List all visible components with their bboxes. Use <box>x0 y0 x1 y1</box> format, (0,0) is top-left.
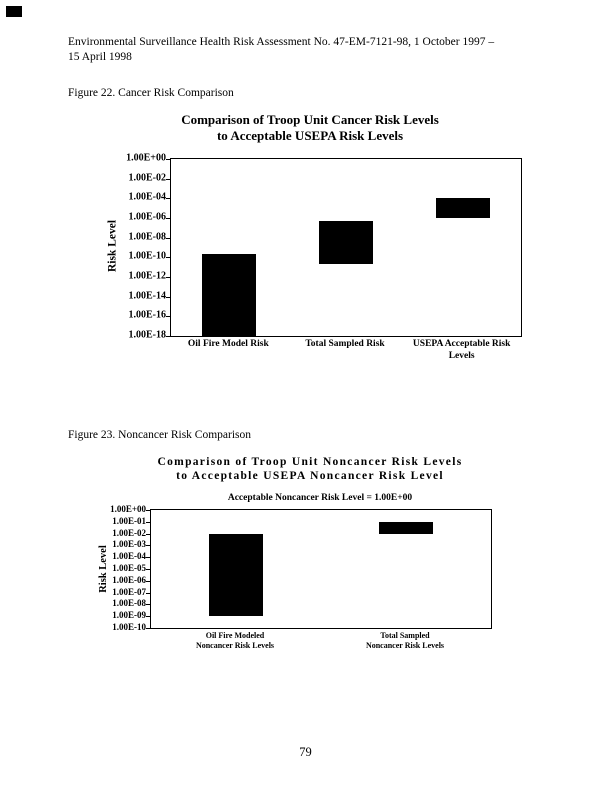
y-tick-mark <box>166 198 171 199</box>
x-category-label: Oil Fire Model Risk <box>187 339 269 349</box>
range-bar <box>319 221 373 264</box>
y-axis-title: Risk Level <box>98 545 109 593</box>
y-tick-label: 1.00E-10 <box>112 622 146 632</box>
y-tick-label: 1.00E-04 <box>128 191 166 203</box>
range-bar <box>209 534 263 617</box>
y-tick-mark <box>166 316 171 317</box>
y-tick-label: 1.00E-02 <box>112 527 146 538</box>
plot-area <box>150 509 492 629</box>
x-category-label: USEPA Acceptable Risk Levels <box>412 339 511 361</box>
y-tick-mark <box>146 510 151 511</box>
y-tick-label: 1.00E-08 <box>112 598 146 609</box>
y-tick-label: 1.00E-01 <box>112 515 146 526</box>
y-tick-mark <box>166 257 171 258</box>
y-axis-title: Risk Level <box>106 219 119 273</box>
y-tick-mark <box>166 218 171 219</box>
y-tick-label: 1.00E-05 <box>112 563 146 573</box>
y-tick-label: 1.00E-14 <box>128 290 166 302</box>
y-tick-mark <box>166 297 171 298</box>
acceptable-risk-annotation: Acceptable Noncancer Risk Level = 1.00E+00 <box>227 493 413 503</box>
plot-area <box>170 158 522 337</box>
page-number: 79 <box>299 745 312 759</box>
y-tick-mark <box>146 569 151 570</box>
y-tick-label: 1.00E-03 <box>112 539 146 550</box>
x-category-label: Total Sampled Risk <box>305 339 385 349</box>
chart-title-line2: to Acceptable USEPA Risk Levels <box>216 127 404 143</box>
figure-23-chart <box>70 452 550 664</box>
chart-title <box>70 112 550 143</box>
y-tick-mark <box>146 581 151 582</box>
y-tick-mark <box>166 277 171 278</box>
y-tick-label: 1.00E-06 <box>128 211 166 223</box>
y-tick-label: 1.00E+00 <box>110 504 146 514</box>
y-tick-mark <box>146 534 151 535</box>
figure-22-chart <box>70 108 550 370</box>
scan-artifact-mark <box>6 6 22 17</box>
y-tick-mark <box>146 545 151 546</box>
y-tick-label: 1.00E-06 <box>112 574 146 585</box>
x-category-label: Total Sampled Noncancer Risk Levels <box>365 631 445 650</box>
y-tick-mark <box>146 522 151 523</box>
document-header <box>68 35 550 65</box>
document-header-line1: Environmental Surveillance Health Risk Assessment No. 47-EM-7121-98, 1 October 1997 – <box>68 36 495 48</box>
chart-title <box>70 456 550 484</box>
y-tick-mark <box>146 628 151 629</box>
document-header-line2: 15 April 1998 <box>68 50 132 63</box>
y-tick-label: 1.00E-10 <box>128 250 166 262</box>
figure-23-caption: Figure 23. Noncancer Risk Comparison <box>68 429 252 441</box>
figure-22-caption: Figure 22. Cancer Risk Comparison <box>68 87 234 99</box>
y-tick-mark <box>146 593 151 594</box>
chart-title-line2: to Acceptable USEPA Noncancer Risk Level <box>176 469 444 482</box>
y-tick-label: 1.00E-09 <box>112 610 146 621</box>
y-tick-label: 1.00E-16 <box>128 309 166 321</box>
y-tick-mark <box>166 238 171 239</box>
y-tick-label: 1.00E-04 <box>112 551 146 562</box>
x-category-label: Oil Fire Modeled Noncancer Risk Levels <box>195 631 275 650</box>
y-tick-mark <box>166 159 171 160</box>
y-tick-label: 1.00E-07 <box>112 586 146 597</box>
range-bar <box>379 522 433 534</box>
y-tick-mark <box>166 179 171 180</box>
y-tick-label: 1.00E+00 <box>126 152 166 164</box>
y-tick-mark <box>146 557 151 558</box>
y-tick-mark <box>146 604 151 605</box>
y-tick-label: 1.00E-12 <box>128 270 166 282</box>
y-axis-tick-labels <box>104 152 166 341</box>
range-bar <box>202 254 256 336</box>
y-tick-label: 1.00E-08 <box>128 231 166 243</box>
y-axis-tick-labels <box>90 504 146 632</box>
y-tick-mark <box>146 616 151 617</box>
y-tick-label: 1.00E-02 <box>128 172 166 184</box>
chart-title-line1: Comparison of Troop Unit Noncancer Risk Levels <box>157 456 463 468</box>
range-bar <box>436 198 490 218</box>
y-tick-mark <box>166 336 171 337</box>
y-tick-label: 1.00E-18 <box>128 329 166 341</box>
chart-title-line1: Comparison of Troop Unit Cancer Risk Levels <box>181 112 439 127</box>
